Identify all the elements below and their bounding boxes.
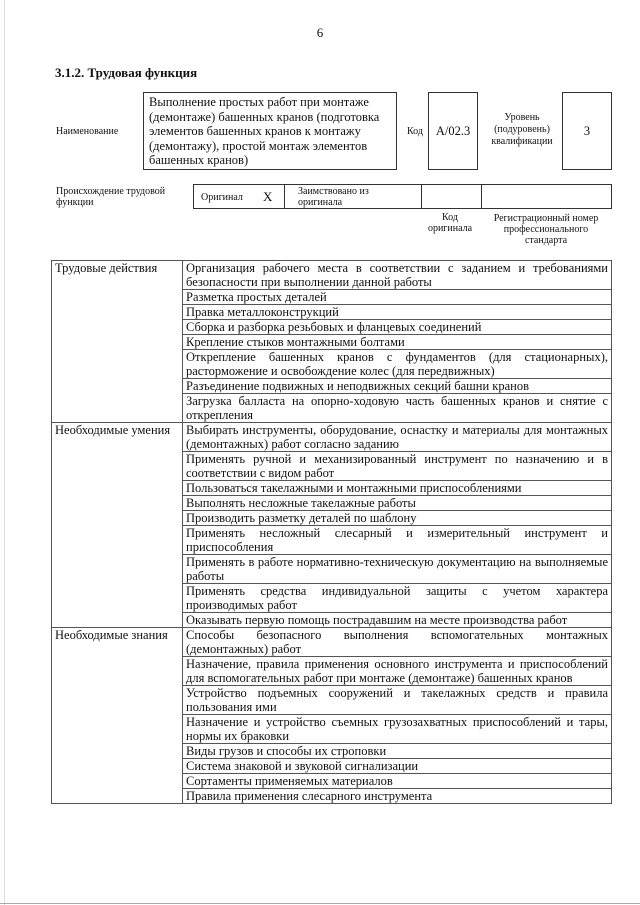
code-label: Код (407, 126, 423, 137)
table-cell: Разъединение подвижных и неподвижных секций башни кранов (183, 379, 612, 394)
code-value: А/02.3 (435, 123, 471, 138)
table-cell: Оказывать первую помощь пострадавшим на месте производства работ (183, 613, 612, 628)
name-label: Наименование (56, 126, 119, 137)
table-cell: Назначение и устройство съемных грузозахватных приспособлений и тары, нормы их браковки (183, 715, 612, 744)
table-row (52, 261, 612, 290)
category-required-skills: Необходимые умения (52, 423, 183, 628)
name-value-box (143, 92, 397, 170)
level-label: Уровень (подуровень) квалификации (491, 112, 553, 147)
table-cell: Применять ручной и механизированный инструмент по назначению и в соответствии с видом работ (183, 452, 612, 481)
table-cell: Организация рабочего места в соответствии с заданием и требованиями безопасности при выполнении данной работы (183, 261, 612, 290)
table-cell: Правила применения слесарного инструмента (183, 789, 612, 804)
original-mark: X (263, 189, 273, 204)
table-cell: Сортаменты применяемых материалов (183, 774, 612, 789)
table-cell: Применять несложный слесарный и измерительный инструмент и приспособления (183, 526, 612, 555)
category-work-actions: Трудовые действия (52, 261, 183, 423)
bottom-rule (0, 903, 640, 904)
borrowed-label: Заимствовано из оригинала (298, 186, 369, 208)
table-cell: Применять в работе нормативно-техническую документацию на выполняемые работы (183, 555, 612, 584)
function-table (51, 260, 612, 804)
table-cell: Способы безопасного выполнения вспомогательных монтажных (демонтажных) работ (183, 628, 612, 657)
table-cell: Сборка и разборка резьбовых и фланцевых соединений (183, 320, 612, 335)
table-cell: Загрузка балласта на опорно-ходовую часть башенных кранов и снятие с открепления (183, 394, 612, 423)
table-cell: Применять средства индивидуальной защиты с учетом характера производимых работ (183, 584, 612, 613)
table-cell: Открепление башенных кранов с фундаментов (для стационарных), расторможение и освобождение колес (для передвижных) (183, 350, 612, 379)
table-cell: Правка металлоконструкций (183, 305, 612, 320)
code-value-box (428, 92, 478, 170)
reg-number-caption: Регистрационный номер профессионального стандарта (493, 212, 599, 246)
table-cell: Крепление стыков монтажными болтами (183, 335, 612, 350)
table-cell: Разметка простых деталей (183, 290, 612, 305)
name-value: Выполнение простых работ при монтаже (демонтаже) башенных кранов (подготовка элементов башенных кранов к монтажу (демонтажу), простой монтаж элементов башенных кранов) (149, 95, 380, 167)
table-cell: Производить разметку деталей по шаблону (183, 511, 612, 526)
original-label: Оригинал (201, 192, 243, 203)
table-cell: Выбирать инструменты, оборудование, оснастку и материалы для монтажных (демонтажных) работ согласно заданию (183, 423, 612, 452)
table-cell: Система знаковой и звуковой сигнализации (183, 759, 612, 774)
table-cell: Виды грузов и способы их строповки (183, 744, 612, 759)
origin-label: Происхождение трудовой функции (56, 186, 166, 208)
section-title: 3.1.2. Трудовая функция (55, 65, 198, 80)
category-required-knowledge: Необходимые знания (52, 628, 183, 804)
table-cell: Назначение, правила применения основного инструмента и приспособлений для вспомогательных работ при монтаже (демонтаже) башенных кранов (183, 657, 612, 686)
level-value: 3 (583, 123, 591, 138)
scan-edge (4, 0, 5, 905)
page-number: 6 (316, 25, 324, 40)
table-row (52, 628, 612, 657)
table-cell: Выполнять несложные такелажные работы (183, 496, 612, 511)
level-value-box (562, 92, 612, 170)
table-cell: Пользоваться такелажными и монтажными приспособлениями (183, 481, 612, 496)
code-original-caption: Код оригинала (427, 212, 473, 234)
table-cell: Устройство подъемных сооружений и такелажных средств и правила пользования ими (183, 686, 612, 715)
table-row (52, 423, 612, 452)
